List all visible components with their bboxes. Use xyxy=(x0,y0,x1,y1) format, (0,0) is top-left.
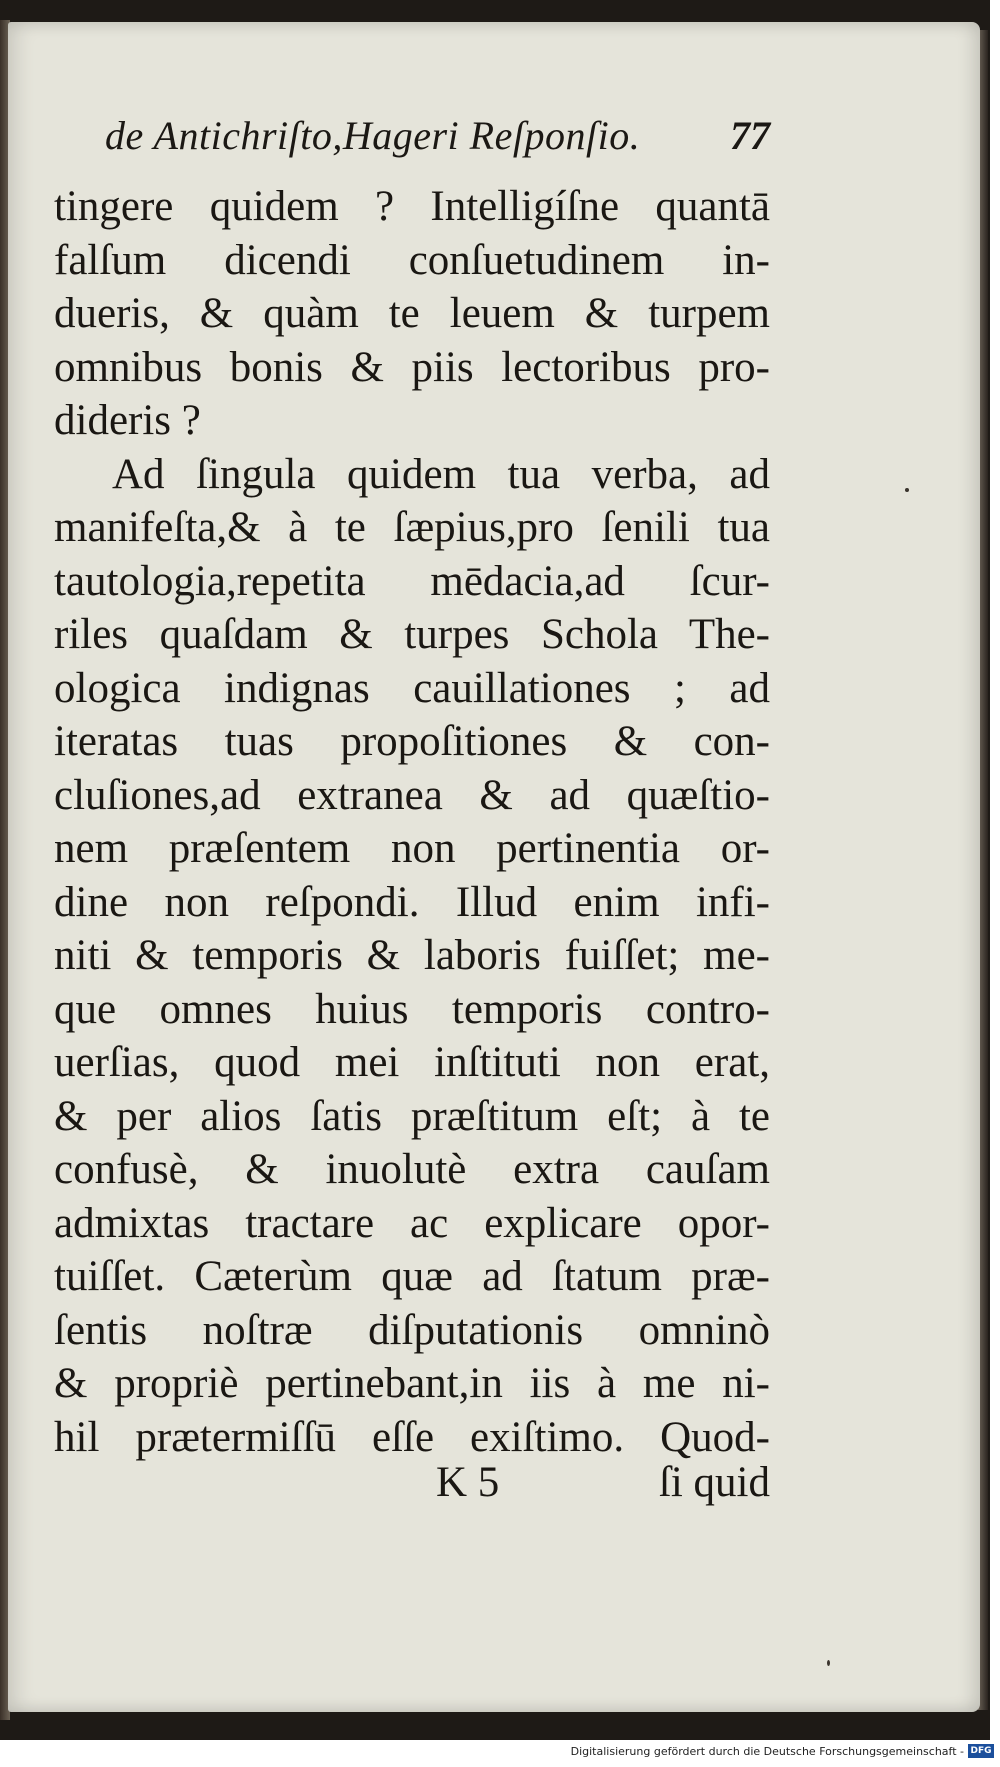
running-title: de Antichriſto,Hageri Reſponſio. xyxy=(105,113,641,158)
catchword: ſi quid xyxy=(658,1459,770,1506)
text-line: confusè, & inuolutè extra cauſam xyxy=(54,1146,770,1193)
text-line: cluſiones,ad extranea & ad quæſtio- xyxy=(54,771,770,819)
page-number: 77 xyxy=(730,113,770,158)
text-line: tingere quidem ? Intelligíſne quantā xyxy=(54,183,770,230)
text-line: dueris, & quàm te leuem & turpem xyxy=(54,290,770,337)
text-line: Ad ſingula quidem tua verba, ad xyxy=(112,450,770,498)
paper-speck xyxy=(905,488,909,492)
text-line: niti & temporis & laboris fuiſſet; me- xyxy=(54,932,770,979)
page-footer-line xyxy=(54,1458,770,1518)
body-text xyxy=(54,180,770,1464)
text-line: dideris ? xyxy=(54,397,201,444)
text-line: uerſias, quod mei inſtituti non erat, xyxy=(54,1039,770,1086)
paper-speck xyxy=(827,1660,830,1666)
text-line: ſentis noſtræ diſputationis omninò xyxy=(54,1306,770,1354)
text-line: riles quaſdam & turpes Schola The- xyxy=(54,611,770,658)
text-line: nem præſentem non pertinentia or- xyxy=(54,825,770,872)
running-head xyxy=(105,112,770,176)
text-line: tuiſſet. Cæterùm quæ ad ſtatum præ- xyxy=(54,1253,770,1300)
signature-mark: K 5 xyxy=(436,1459,500,1506)
text-line: ologica indignas cauillationes ; ad xyxy=(54,664,770,712)
dfg-logo: DFG xyxy=(968,1744,994,1758)
digitization-credit-bar xyxy=(0,1741,1000,1767)
text-line: que omnes huius temporis contro- xyxy=(54,985,770,1033)
text-line: admixtas tractare ac explicare opor- xyxy=(54,1199,770,1247)
text-line: hil prætermiſſū eſſe exiſtimo. Quod- xyxy=(54,1413,770,1461)
text-line: iteratas tuas propoſitiones & con- xyxy=(54,718,770,765)
text-line: manifeſta,& à te ſæpius,pro ſenili tua xyxy=(54,504,770,551)
digitization-credit: Digitalisierung gefördert durch die Deutsche Forschungsgemeinschaft - xyxy=(570,1745,964,1758)
text-line: & per alios ſatis præſtitum eſt; à te xyxy=(54,1092,770,1140)
text-line: omnibus bonis & piis lectoribus pro- xyxy=(54,343,770,391)
text-line: & propriè pertinebant,in iis à me ni- xyxy=(54,1360,770,1407)
text-line: tautologia,repetita mēdacia,ad ſcur- xyxy=(54,557,770,605)
text-line: falſum dicendi conſuetudinem in- xyxy=(54,236,770,284)
text-line: dine non reſpondi. Illud enim infi- xyxy=(54,878,770,926)
